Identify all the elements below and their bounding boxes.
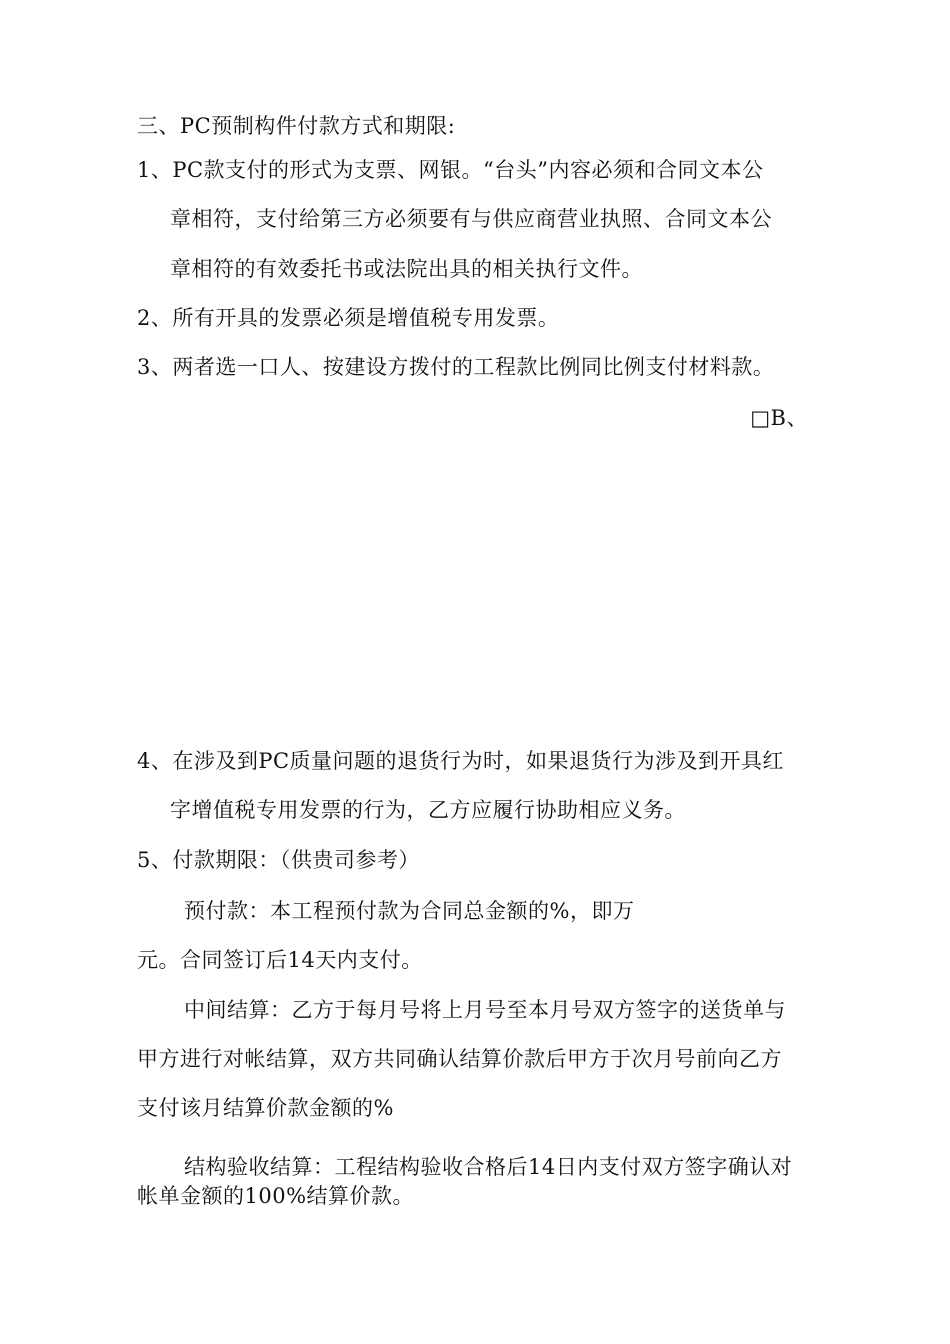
interim-line1: 中间结算：乙方于每月号将上月号至本月号双方签字的送货单与 — [184, 998, 786, 1022]
item1-line3: 章相符的有效委托书或法院出具的相关执行文件。 — [170, 257, 643, 281]
item4-line1: 4、在涉及到PC质量问题的退货行为时，如果退货行为涉及到开具红 — [137, 749, 785, 773]
checkbox-option-b: □B、 — [750, 406, 808, 430]
structural-line1: 结构验收结算：工程结构验收合格后14日内支付双方签字确认对 — [184, 1155, 793, 1179]
item3: 3、两者选一口人、按建设方拨付的工程款比例同比例支付材料款。 — [137, 355, 775, 379]
item4-line2: 字增值税专用发票的行为，乙方应履行协助相应义务。 — [170, 798, 686, 822]
prepayment-line2: 元。合同签订后14天内支付。 — [137, 948, 423, 972]
prepayment-line1: 预付款：本工程预付款为合同总金额的%，即万 — [184, 899, 635, 923]
item5: 5、付款期限：（供贵司参考） — [137, 848, 420, 872]
section-heading: 三、PC预制构件付款方式和期限: — [137, 114, 456, 138]
interim-line2: 甲方进行对帐结算，双方共同确认结算价款后甲方于次月号前向乙方 — [137, 1047, 782, 1071]
item1-line1: 1、PC款支付的形式为支票、网银。“台头”内容必须和合同文本公 — [137, 158, 764, 182]
item2: 2、所有开具的发票必须是增值税专用发票。 — [137, 306, 560, 330]
item1-line2: 章相符，支付给第三方必须要有与供应商营业执照、合同文本公 — [170, 207, 772, 231]
structural-line2: 帐单金额的100%结算价款。 — [137, 1184, 415, 1208]
interim-line3: 支付该月结算价款金额的% — [137, 1096, 394, 1120]
